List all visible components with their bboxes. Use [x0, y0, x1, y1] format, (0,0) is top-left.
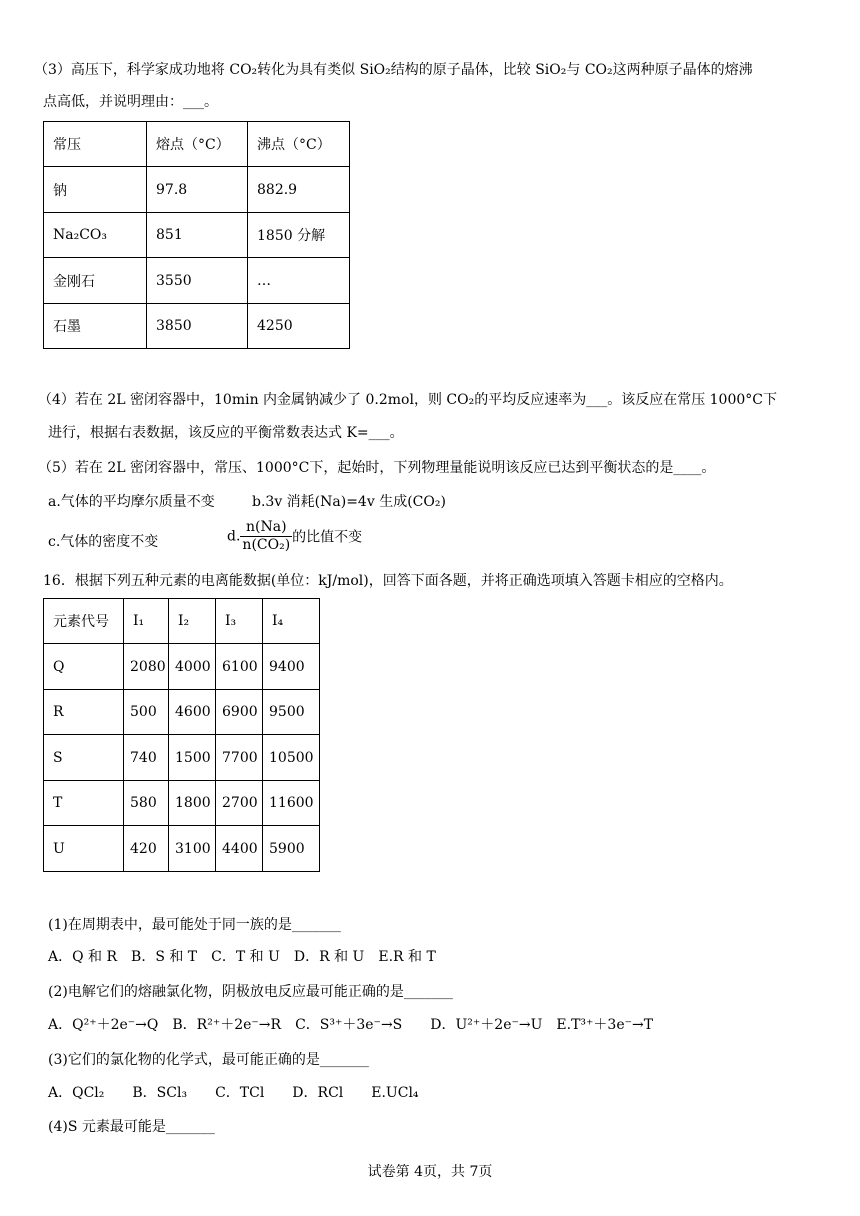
table-cell: 1800	[169, 781, 216, 826]
q16-sub2: (2)电解它们的熔融氯化物，阴极放电反应最可能正确的是_______	[48, 984, 453, 1000]
table-cell: 4000	[169, 644, 216, 690]
q5-option-d-prefix: d.	[227, 528, 241, 545]
table-cell: 500	[124, 690, 169, 735]
table-cell: U	[44, 826, 124, 872]
q16-sub4: (4)S 元素最可能是_______	[48, 1119, 215, 1135]
table-cell: 11600	[263, 781, 320, 826]
table-cell: 9400	[263, 644, 320, 690]
table-cell: 851	[147, 213, 248, 258]
table-cell: 580	[124, 781, 169, 826]
table-cell: 4400	[216, 826, 263, 872]
table-cell: 3550	[147, 258, 248, 304]
ratio-fraction	[240, 519, 292, 554]
table-header-cell: 元素代号	[44, 599, 124, 644]
table-cell: 9500	[263, 690, 320, 735]
table-cell: R	[44, 690, 124, 735]
melting-point-table	[43, 121, 350, 349]
table-header-cell: I₁	[124, 599, 169, 644]
q16-sub3: (3)它们的氯化物的化学式，最可能正确的是_______	[48, 1052, 369, 1068]
table-cell: 7700	[216, 735, 263, 781]
table-header-cell: 熔点（°C）	[147, 122, 248, 167]
table-cell: 882.9	[248, 167, 350, 213]
table-cell: 10500	[263, 735, 320, 781]
table-header-cell: I₃	[216, 599, 263, 644]
q16-sub2-options: A．Q²⁺＋2e⁻→Q B．R²⁺＋2e⁻→R C．S³⁺＋3e⁻→S D．U²⁺＋2e⁻→U E.T³⁺＋3e⁻→T	[48, 1017, 654, 1033]
q5-option-b: b.3v 消耗(Na)=4v 生成(CO₂)	[252, 494, 446, 510]
table-header-cell: I₄	[263, 599, 320, 644]
fraction-denominator: n(CO₂)	[242, 537, 291, 553]
table-cell: 3100	[169, 826, 216, 872]
table-cell: 1850 分解	[248, 213, 350, 258]
q5-option-d-suffix: 的比值不变	[292, 529, 363, 546]
table-row	[44, 781, 320, 826]
q16-intro: 16．根据下列五种元素的电离能数据(单位：kJ/mol)，回答下面各题，并将正确选项填入答题卡相应的空格内。	[43, 573, 733, 589]
q5-option-a: a.气体的平均摩尔质量不变	[48, 494, 215, 510]
table-cell: 2080	[124, 644, 169, 690]
table-cell: 2700	[216, 781, 263, 826]
table-header-cell: 常压	[44, 122, 147, 167]
table-row	[44, 644, 320, 690]
page-footer: 试卷第 4页，共 7页	[367, 1164, 493, 1180]
table-cell: 6900	[216, 690, 263, 735]
table-row	[44, 167, 350, 213]
table-header-cell: 沸点（°C）	[248, 122, 350, 167]
table-cell: 740	[124, 735, 169, 781]
table-row	[44, 304, 350, 349]
table-header-cell: I₂	[169, 599, 216, 644]
table-cell: 5900	[263, 826, 320, 872]
q3-line2: 点高低，并说明理由：___。	[43, 94, 218, 110]
ionization-energy-table	[43, 598, 320, 872]
table-cell: T	[44, 781, 124, 826]
q16-sub1-options: A．Q 和 R B．S 和 T C．T 和 U D．R 和 U E.R 和 T	[48, 949, 436, 965]
q5-line1: （5）若在 2L 密闭容器中，常压、1000°C下，起始时，下列物理量能说明该反应已达到平衡状态的是____。	[38, 460, 716, 476]
q4-line1: （4）若在 2L 密闭容器中，10min 内金属钠减少了 0.2mol，则 CO₂的平均反应速率为___。该反应在常压 1000°C下	[38, 392, 777, 408]
table-header-row	[44, 122, 350, 167]
table-cell: 3850	[147, 304, 248, 349]
table-row	[44, 826, 320, 872]
q5-option-c: c.气体的密度不变	[48, 534, 159, 550]
q3-line1: （3）高压下，科学家成功地将 CO₂转化为具有类似 SiO₂结构的原子晶体，比较 SiO₂与 CO₂这两种原子晶体的熔沸	[34, 62, 753, 78]
table-header-row	[44, 599, 320, 644]
table-cell: 420	[124, 826, 169, 872]
table-cell: Na₂CO₃	[44, 213, 147, 258]
table-cell: 4250	[248, 304, 350, 349]
table-row	[44, 258, 350, 304]
q5-option-d	[227, 519, 362, 554]
table-cell: S	[44, 735, 124, 781]
table-cell: 97.8	[147, 167, 248, 213]
table-cell: …	[248, 258, 350, 304]
table-row	[44, 735, 320, 781]
table-cell: 4600	[169, 690, 216, 735]
table-cell: 6100	[216, 644, 263, 690]
table-cell: 金刚石	[44, 258, 147, 304]
table-cell: 钠	[44, 167, 147, 213]
table-row	[44, 213, 350, 258]
table-row	[44, 690, 320, 735]
fraction-numerator: n(Na)	[240, 519, 292, 537]
q16-sub1: (1)在周期表中，最可能处于同一族的是_______	[48, 917, 341, 933]
table-cell: Q	[44, 644, 124, 690]
table-cell: 石墨	[44, 304, 147, 349]
q16-sub3-options: A．QCl₂ B．SCl₃ C．TCl D．RCl E.UCl₄	[48, 1085, 419, 1101]
q4-line2: 进行，根据右表数据，该反应的平衡常数表达式 K=___。	[48, 425, 404, 441]
table-cell: 1500	[169, 735, 216, 781]
